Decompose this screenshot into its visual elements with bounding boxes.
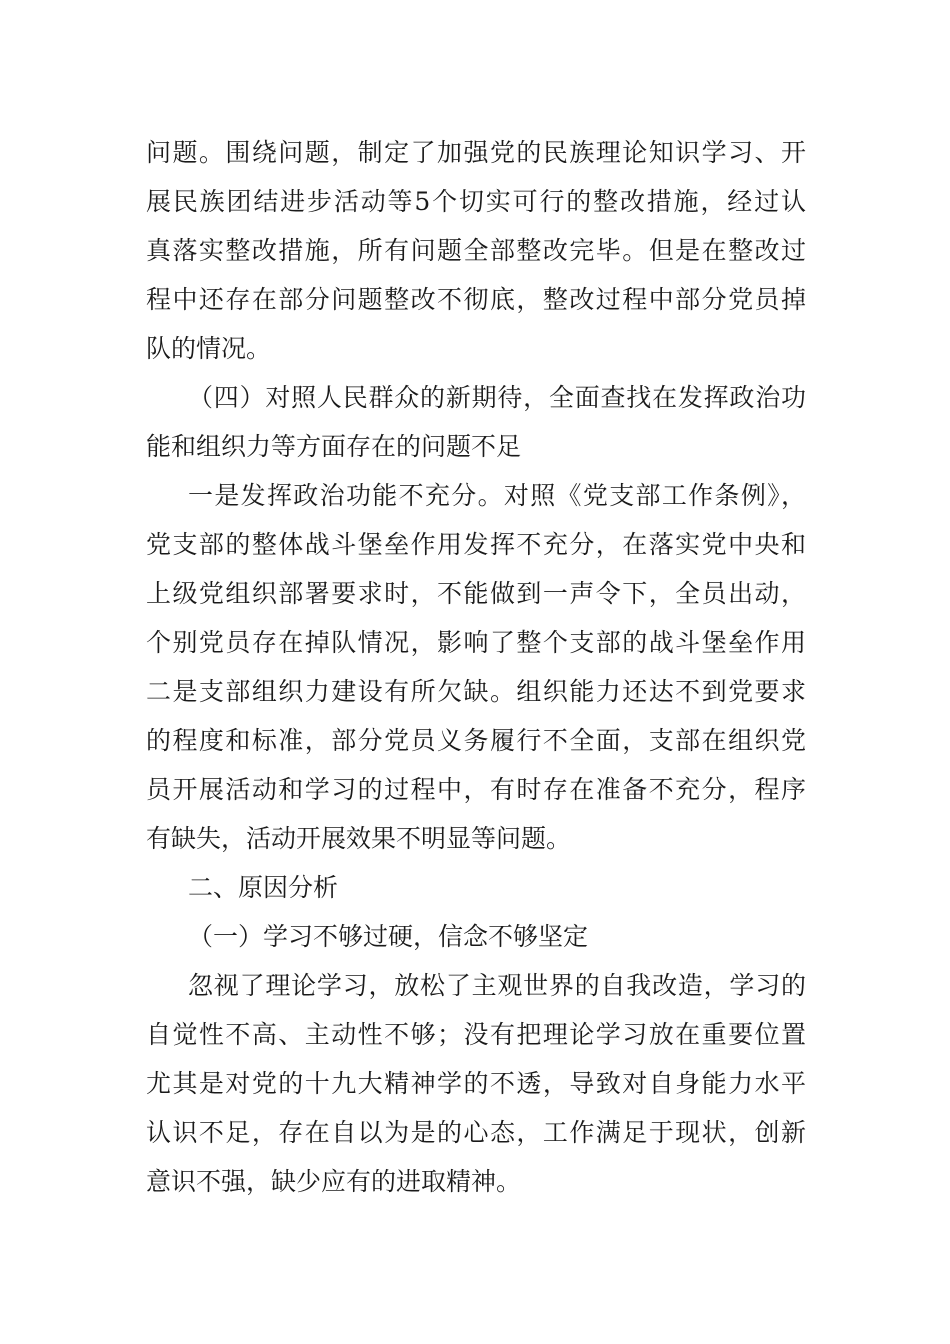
text-line-15: 有缺失，活动开展效果不明显等问题。 — [146, 824, 572, 853]
section-heading-2: 二、原因分析 — [188, 873, 339, 902]
section-heading-4-cont: 能和组织力等方面存在的问题不足 — [146, 432, 522, 461]
text-line-10: 上级党组织部署要求时，不能做到一声令下，全员出动， — [146, 579, 806, 608]
section-heading-4: （四）对照人民群众的新期待，全面查找在发挥政治功 — [188, 383, 806, 412]
text-line-21: 认识不足，存在自以为是的心态，工作满足于现状，创新 — [146, 1118, 806, 1147]
text-line-13: 的程度和标准，部分党员义务履行不全面，支部在组织党 — [146, 726, 806, 755]
body-text — [146, 128, 806, 1206]
text-line-9: 党支部的整体战斗堡垒作用发挥不充分，在落实党中央和 — [146, 530, 806, 559]
subsection-heading-1: （一）学习不够过硬，信念不够坚定 — [188, 922, 589, 951]
text-line-18: 忽视了理论学习，放松了主观世界的自我改造，学习的 — [188, 971, 806, 1000]
text-line-14: 员开展活动和学习的过程中，有时存在准备不充分，程序 — [146, 775, 806, 804]
text-line-12: 二是支部组织力建设有所欠缺。组织能力还达不到党要求 — [146, 677, 806, 706]
text-line-19: 自觉性不高、主动性不够；没有把理论学习放在重要位置 — [146, 1020, 806, 1049]
text-line-2: 展民族团结进步活动等5个切实可行的整改措施，经过认 — [146, 187, 806, 216]
text-line-3: 真落实整改措施，所有问题全部整改完毕。但是在整改过 — [146, 236, 806, 265]
text-line-11: 个别党员存在掉队情况，影响了整个支部的战斗堡垒作用 — [146, 628, 806, 657]
text-line-1: 问题。围绕问题，制定了加强党的民族理论知识学习、开 — [146, 138, 806, 167]
text-line-5: 队的情况。 — [146, 334, 272, 363]
text-line-22: 意识不强，缺少应有的进取精神。 — [146, 1167, 522, 1196]
text-line-20: 尤其是对党的十九大精神学的不透，导致对自身能力水平 — [146, 1069, 806, 1098]
text-line-8: 一是发挥政治功能不充分。对照《党支部工作条例》， — [188, 481, 806, 510]
text-line-4: 程中还存在部分问题整改不彻底，整改过程中部分党员掉 — [146, 285, 806, 314]
